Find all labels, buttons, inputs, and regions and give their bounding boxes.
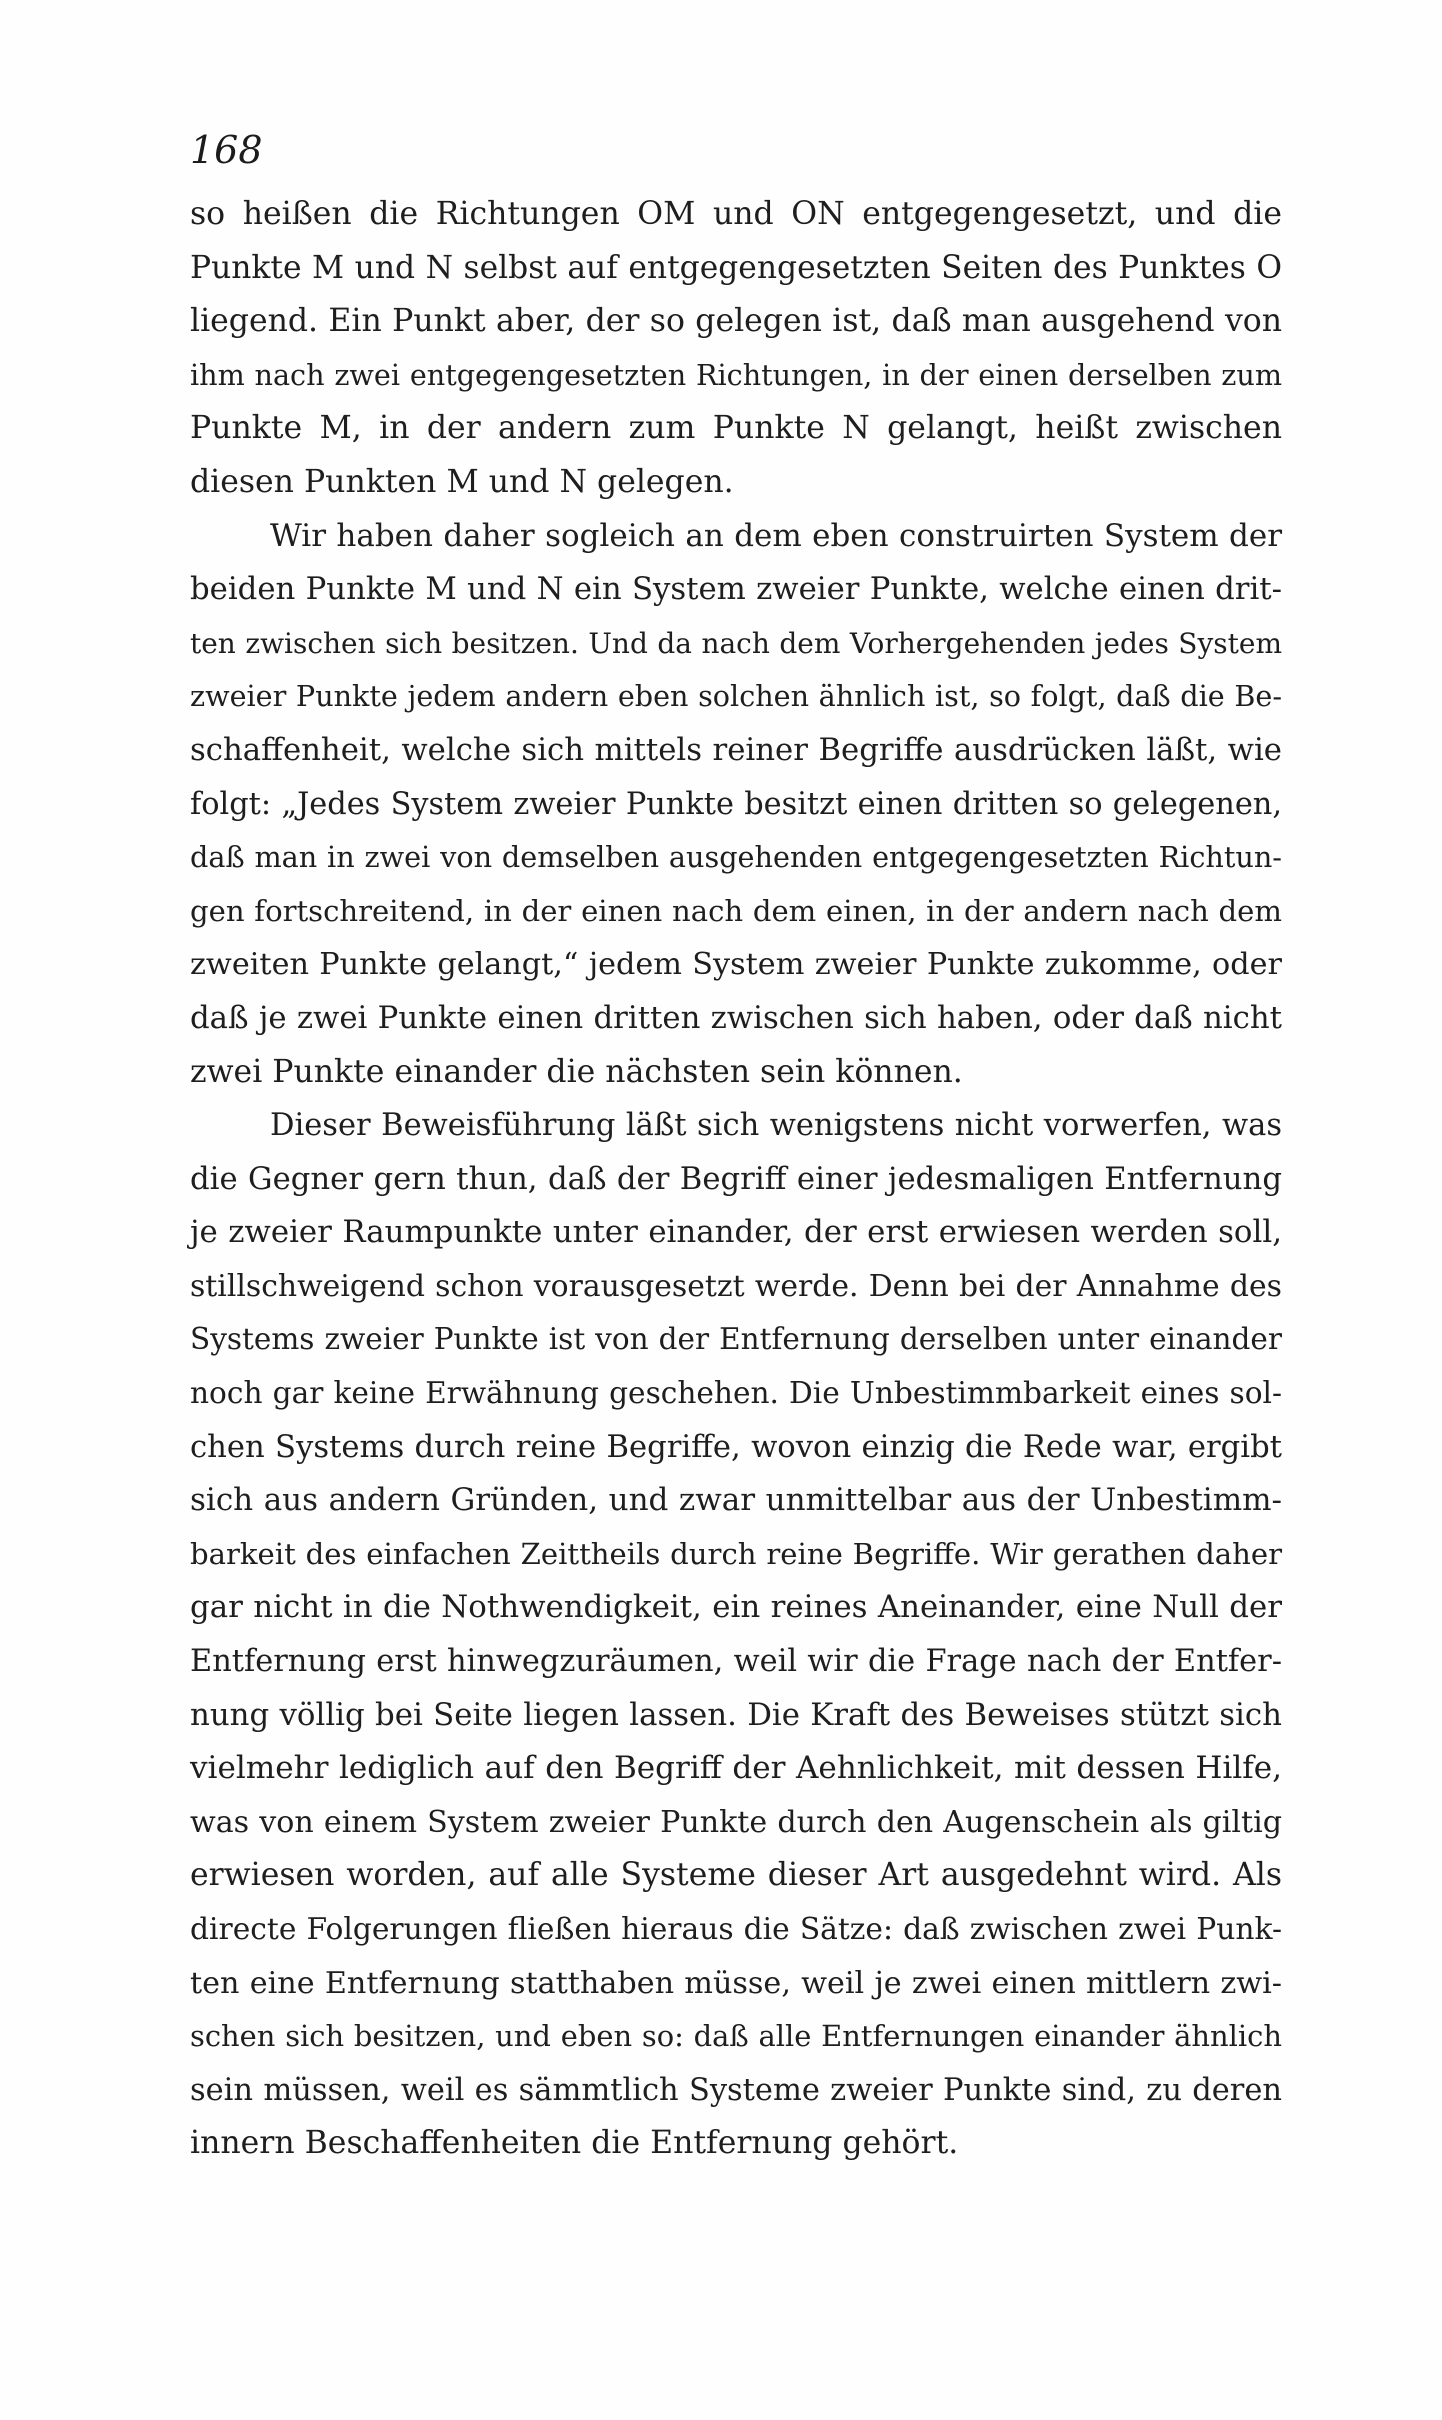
text-line: barkeit des einfachen Zeittheils durch reine Begriffe. Wir gerathen daher: [190, 1536, 1282, 1571]
text-line: Systems zweier Punkte ist von der Entfernung derselben unter einander: [190, 1322, 1282, 1357]
text-line: stillschweigend schon vorausgesetzt werde. Denn bei der Annahme des: [190, 1268, 1282, 1304]
text-line: schen sich besitzen, und eben so: daß alle Entfernungen einander ähnlich: [190, 2019, 1282, 2054]
text-line: noch gar keine Erwähnung geschehen. Die Unbestimmbarkeit eines sol-: [190, 1376, 1282, 1411]
text-line: schaffenheit, welche sich mittels reiner Begriffe ausdrücken läßt, wie: [190, 731, 1282, 768]
text-line: zweier Punkte jedem andern eben solchen ähnlich ist, so folgt, daß die Be-: [190, 679, 1282, 714]
text-line: je zweier Raumpunkte unter einander, der erst erwiesen werden soll,: [190, 1214, 1282, 1251]
text-line: ten eine Entfernung statthaben müsse, weil je zwei einen mittlern zwi-: [190, 1965, 1282, 2001]
text-line: sich aus andern Gründen, und zwar unmittelbar aus der Unbestimm-: [190, 1482, 1282, 1519]
text-line: ten zwischen sich besitzen. Und da nach dem Vorhergehenden jedes System: [190, 626, 1282, 660]
text-line: vielmehr lediglich auf den Begriff der Aehnlichkeit, mit dessen Hilfe,: [190, 1750, 1282, 1787]
text-line: zwei Punkte einander die nächsten sein können.: [190, 1053, 963, 1090]
text-line: zweiten Punkte gelangt,“ jedem System zweier Punkte zukomme, oder: [190, 947, 1282, 983]
text-line: die Gegner gern thun, daß der Begriff einer jedesmaligen Entfernung: [190, 1160, 1282, 1197]
text-line: nung völlig bei Seite liegen lassen. Die Kraft des Beweises stützt sich: [190, 1696, 1282, 1733]
text-line: sein müssen, weil es sämmtlich Systeme zweier Punkte sind, zu deren: [190, 2072, 1282, 2108]
text-line: daß man in zwei von demselben ausgehenden entgegengesetzten Richtun-: [190, 840, 1282, 875]
text-line: liegend. Ein Punkt aber, der so gelegen ist, daß man ausgehend von: [190, 303, 1282, 340]
text-line: directe Folgerungen fließen hieraus die Sätze: daß zwischen zwei Punk-: [190, 1912, 1282, 1947]
text-line: ihm nach zwei entgegengesetzten Richtungen, in der einen derselben zum: [190, 357, 1282, 392]
text-line: innern Beschaffenheiten die Entfernung gehört.: [190, 2125, 959, 2162]
text-line: so heißen die Richtungen OM und ON entgegengesetzt, und die: [190, 196, 1282, 232]
text-line: folgt: „Jedes System zweier Punkte besitzt einen dritten so gelegenen,: [190, 786, 1282, 822]
body-text: [190, 188, 1282, 2171]
text-line: diesen Punkten M und N gelegen.: [190, 463, 734, 500]
text-line: Punkte M, in der andern zum Punkte N gelangt, heißt zwischen: [190, 410, 1282, 447]
text-line: chen Systems durch reine Begriffe, wovon einzig die Rede war, ergibt: [190, 1429, 1282, 1465]
text-line: Dieser Beweisführung läßt sich wenigstens nicht vorwerfen, was: [270, 1108, 1282, 1144]
text-line: gen fortschreitend, in der einen nach dem einen, in der andern nach dem: [190, 893, 1282, 928]
text-line: Wir haben daher sogleich an dem eben construirten System der: [270, 517, 1282, 554]
page-number: 168: [190, 128, 263, 172]
text-line: Punkte M und N selbst auf entgegengesetzten Seiten des Punktes O: [190, 249, 1282, 286]
text-line: was von einem System zweier Punkte durch den Augenschein als giltig: [190, 1804, 1282, 1840]
text-line: gar nicht in die Nothwendigkeit, ein reines Aneinander, eine Null der: [190, 1589, 1282, 1626]
text-line: Entfernung erst hinwegzuräumen, weil wir die Frage nach der Entfer-: [190, 1644, 1282, 1680]
text-line: erwiesen worden, auf alle Systeme dieser Art ausgedehnt wird. Als: [190, 1857, 1282, 1894]
text-line: beiden Punkte M und N ein System zweier Punkte, welche einen drit-: [190, 571, 1282, 608]
text-line: daß je zwei Punkte einen dritten zwischen sich haben, oder daß nicht: [190, 999, 1282, 1036]
